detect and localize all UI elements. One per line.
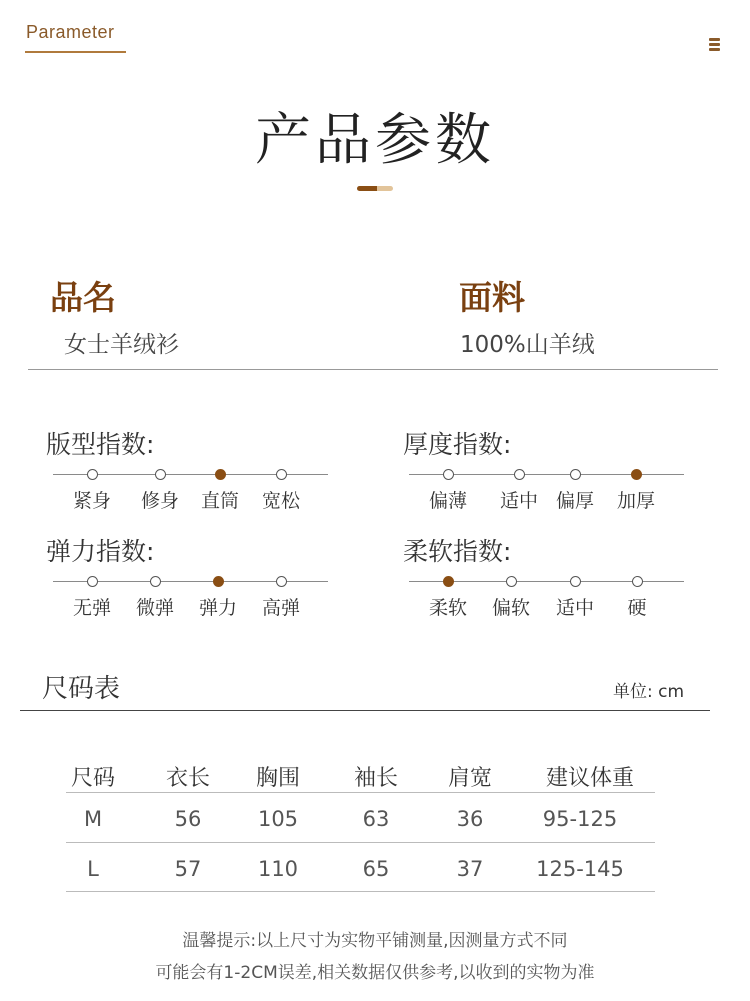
index-dot bbox=[276, 576, 287, 587]
index-title: 厚度指数: bbox=[403, 430, 512, 459]
index-dot bbox=[570, 469, 581, 480]
index-title: 版型指数: bbox=[46, 430, 155, 459]
table-cell: 125-145 bbox=[536, 857, 624, 881]
index-dot bbox=[506, 576, 517, 587]
index-dot-selected bbox=[631, 469, 642, 480]
index-option-label: 适中 bbox=[555, 597, 594, 619]
table-cell: 105 bbox=[257, 807, 299, 831]
index-dot bbox=[443, 469, 454, 480]
size-table-divider bbox=[20, 710, 710, 711]
index-dot bbox=[514, 469, 525, 480]
product-name-value: 女士羊绒衫 bbox=[64, 332, 179, 358]
table-header-cell: 袖长 bbox=[353, 766, 398, 791]
index-option-label: 无弹 bbox=[72, 597, 111, 619]
table-header-cell: 建议体重 bbox=[545, 766, 634, 791]
table-row-divider bbox=[66, 842, 655, 843]
table-cell: 65 bbox=[362, 857, 390, 881]
table-cell: L bbox=[87, 857, 99, 881]
index-option-label: 微弹 bbox=[135, 597, 174, 619]
table-cell: 110 bbox=[257, 857, 299, 881]
index-title: 弹力指数: bbox=[46, 537, 155, 566]
size-table-unit: 单位: cm bbox=[613, 682, 685, 702]
table-header-cell: 衣长 bbox=[165, 766, 210, 791]
title-decoration bbox=[357, 186, 393, 191]
index-dot bbox=[632, 576, 643, 587]
index-dot bbox=[276, 469, 287, 480]
page-title: 产品参数 bbox=[255, 108, 495, 173]
index-option-label: 适中 bbox=[499, 490, 538, 512]
index-option-label: 加厚 bbox=[616, 490, 655, 512]
table-header-cell: 胸围 bbox=[255, 766, 300, 791]
table-cell: 56 bbox=[174, 807, 202, 831]
size-table-title: 尺码表 bbox=[42, 674, 121, 704]
index-option-label: 偏软 bbox=[491, 597, 530, 619]
index-dot bbox=[150, 576, 161, 587]
index-dot bbox=[87, 576, 98, 587]
product-name-key: 品名 bbox=[50, 278, 116, 317]
index-dot bbox=[570, 576, 581, 587]
table-header-cell: 肩宽 bbox=[447, 766, 492, 791]
menu-icon[interactable] bbox=[709, 38, 721, 52]
index-option-label: 弹力 bbox=[198, 597, 237, 619]
index-option-label: 修身 bbox=[140, 490, 179, 512]
index-option-label: 高弹 bbox=[261, 597, 300, 619]
index-dot bbox=[155, 469, 166, 480]
table-cell: 95-125 bbox=[542, 807, 618, 831]
table-row-divider bbox=[66, 891, 655, 892]
table-cell: 63 bbox=[362, 807, 390, 831]
index-option-label: 宽松 bbox=[261, 490, 300, 512]
index-option-label: 偏厚 bbox=[555, 490, 594, 512]
index-dot-selected bbox=[215, 469, 226, 480]
parameter-label: Parameter bbox=[26, 22, 115, 42]
note-line-1: 温馨提示:以上尺寸为实物平铺测量,因测量方式不同 bbox=[182, 931, 568, 951]
note-line-2: 可能会有1-2CM误差,相关数据仅供参考,以收到的实物为准 bbox=[155, 963, 595, 983]
index-dot bbox=[87, 469, 98, 480]
index-option-label: 偏薄 bbox=[428, 490, 467, 512]
index-option-label: 紧身 bbox=[72, 490, 111, 512]
index-option-label: 硬 bbox=[627, 597, 647, 619]
index-dot-selected bbox=[213, 576, 224, 587]
table-row-divider bbox=[66, 792, 655, 793]
table-cell: 36 bbox=[456, 807, 484, 831]
section-divider bbox=[28, 369, 718, 370]
table-header-cell: 尺码 bbox=[70, 766, 115, 791]
index-title: 柔软指数: bbox=[403, 537, 512, 566]
index-option-label: 柔软 bbox=[428, 597, 467, 619]
fabric-value: 100%山羊绒 bbox=[460, 332, 595, 358]
index-option-label: 直筒 bbox=[200, 490, 239, 512]
table-cell: 37 bbox=[456, 857, 484, 881]
table-cell: M bbox=[83, 807, 103, 831]
parameter-underline bbox=[25, 51, 126, 53]
table-cell: 57 bbox=[174, 857, 202, 881]
fabric-key: 面料 bbox=[459, 278, 525, 317]
index-dot-selected bbox=[443, 576, 454, 587]
